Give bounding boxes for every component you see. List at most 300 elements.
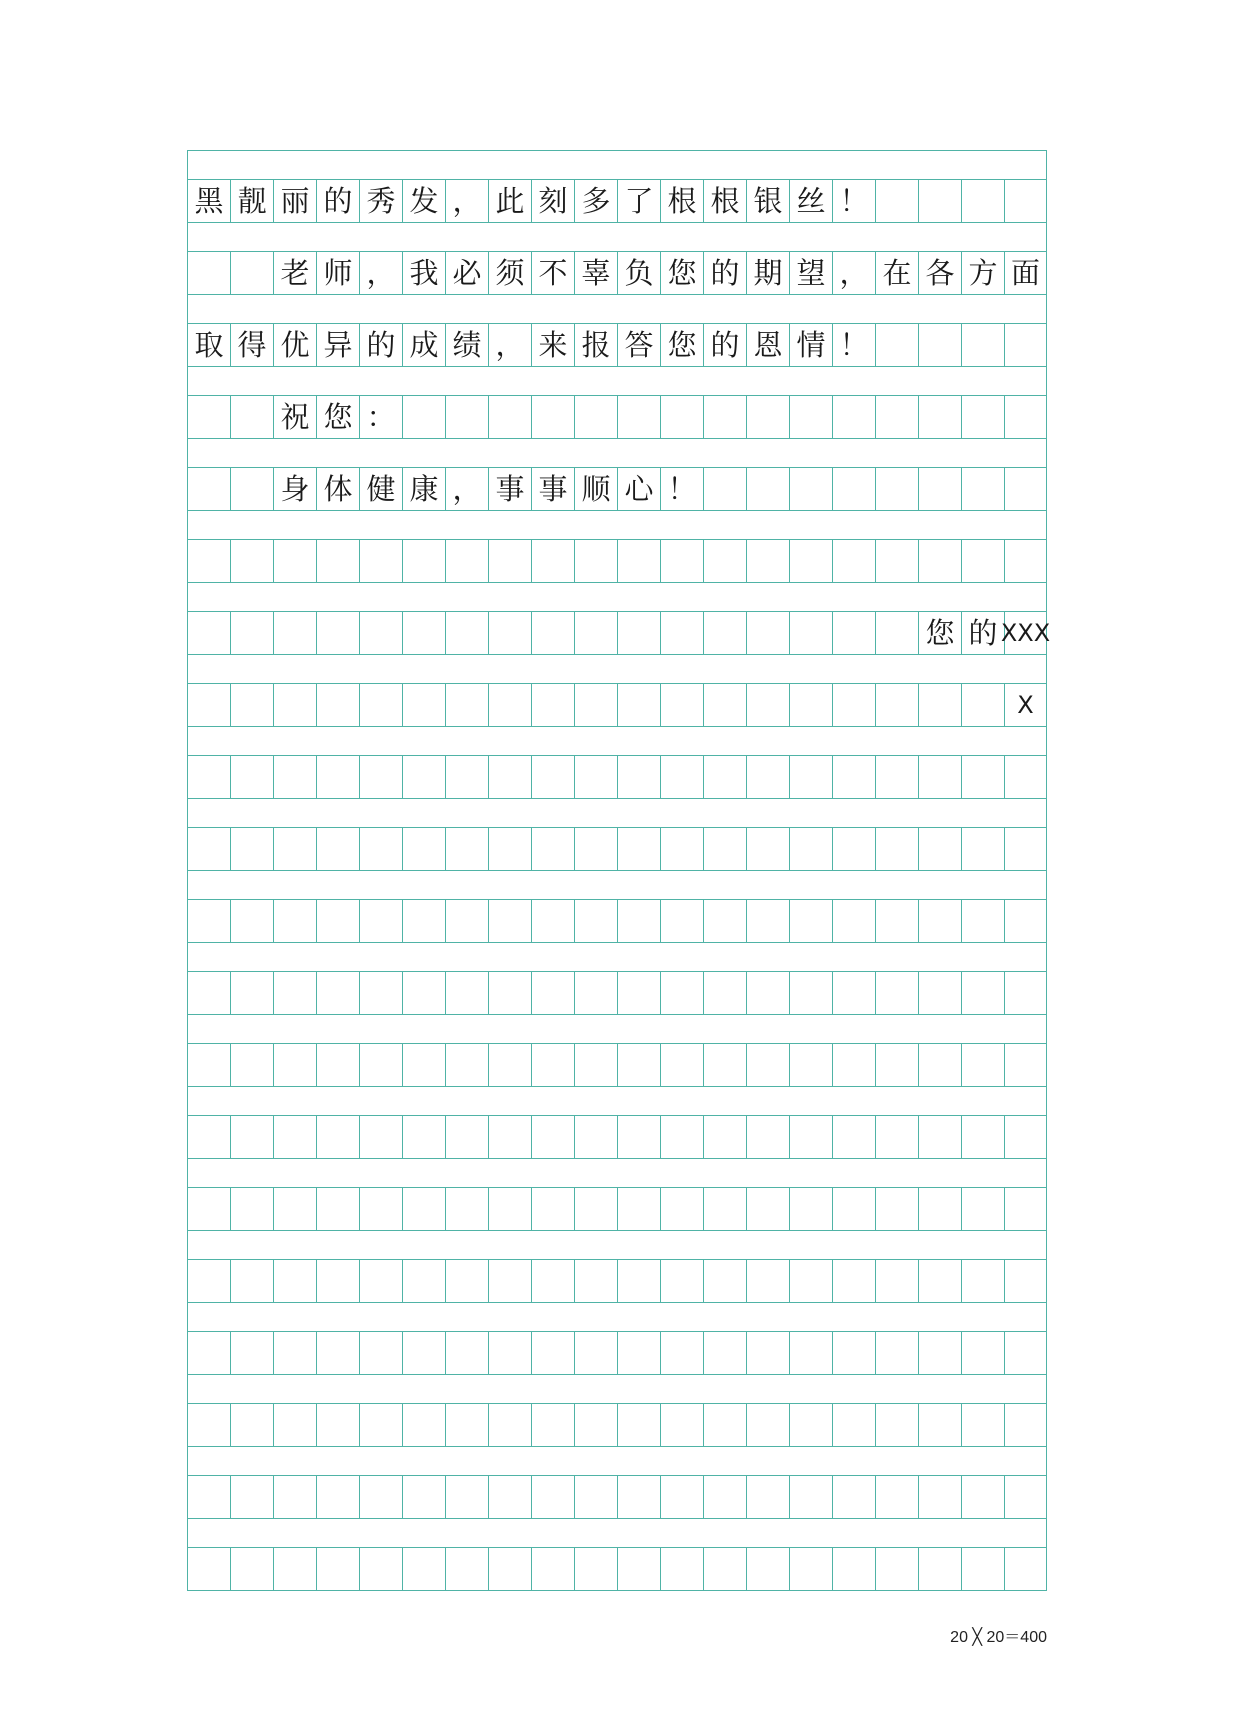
grid-cell [961, 180, 1004, 222]
grid-cell: 银 [746, 180, 789, 222]
grid-cell [316, 828, 359, 870]
grid-cell [875, 1404, 918, 1446]
gap-band [187, 1158, 1047, 1187]
grid-cell [918, 756, 961, 798]
grid-cell [488, 1332, 531, 1374]
grid-cell [273, 612, 316, 654]
grid-cell [961, 468, 1004, 510]
grid-cell [402, 540, 445, 582]
grid-cell [703, 1260, 746, 1302]
grid-cell [445, 396, 488, 438]
grid-cell [961, 1116, 1004, 1158]
grid-cell [660, 1404, 703, 1446]
grid-cell [273, 1116, 316, 1158]
grid-cell [918, 828, 961, 870]
grid-cell [703, 1476, 746, 1518]
grid-cell [660, 1188, 703, 1230]
grid-cell [230, 1188, 273, 1230]
grid-cell [660, 1548, 703, 1590]
grid-cell [660, 540, 703, 582]
grid-cell [316, 1188, 359, 1230]
grid-cell [230, 900, 273, 942]
grid-row [187, 251, 1047, 294]
gap-band [187, 942, 1047, 971]
manuscript-grid [187, 150, 1051, 1599]
grid-cell [273, 972, 316, 1014]
grid-cell [230, 684, 273, 726]
grid-cell [531, 972, 574, 1014]
grid-cell [660, 1332, 703, 1374]
grid-cell [961, 756, 1004, 798]
grid-cell [316, 612, 359, 654]
grid-cell [187, 540, 230, 582]
grid-cell: 报 [574, 324, 617, 366]
grid-cell [918, 396, 961, 438]
grid-cell [445, 540, 488, 582]
grid-cell: ， [488, 324, 531, 366]
grid-row [187, 971, 1047, 1014]
gap-band [187, 1302, 1047, 1331]
grid-cell: 不 [531, 252, 574, 294]
gap-band [187, 1374, 1047, 1403]
grid-cell [703, 900, 746, 942]
grid-cell [402, 900, 445, 942]
grid-cell [230, 396, 273, 438]
grid-cell [789, 612, 832, 654]
grid-cell [187, 612, 230, 654]
grid-cell [832, 1044, 875, 1086]
grid-cell [402, 612, 445, 654]
grid-cell: ！ [832, 324, 875, 366]
grid-cell [445, 1332, 488, 1374]
grid-row [187, 467, 1047, 510]
grid-cell: 各 [918, 252, 961, 294]
grid-cell [875, 540, 918, 582]
grid-cell [1004, 180, 1047, 222]
grid-cell [445, 900, 488, 942]
grid-cell [359, 612, 402, 654]
grid-cell [187, 252, 230, 294]
grid-cell [445, 1188, 488, 1230]
grid-cell [746, 756, 789, 798]
grid-cell [832, 1116, 875, 1158]
grid-cell [789, 1260, 832, 1302]
grid-cell [488, 540, 531, 582]
grid-cell [531, 612, 574, 654]
grid-cell [445, 756, 488, 798]
grid-cell [488, 1476, 531, 1518]
grid-cell [1004, 828, 1047, 870]
grid-cell [832, 828, 875, 870]
grid-cell [531, 756, 574, 798]
grid-cell [918, 900, 961, 942]
grid-cell [574, 612, 617, 654]
grid-cell [230, 612, 273, 654]
grid-cell [359, 1188, 402, 1230]
grid-cell [617, 612, 660, 654]
grid-cell: 丽 [273, 180, 316, 222]
grid-cell [359, 756, 402, 798]
grid-cell [918, 1404, 961, 1446]
grid-cell [918, 1476, 961, 1518]
grid-cell [230, 756, 273, 798]
grid-cell [832, 1548, 875, 1590]
grid-cell [832, 900, 875, 942]
grid-cell: 的 [359, 324, 402, 366]
grid-cell [574, 1404, 617, 1446]
grid-cell [1004, 540, 1047, 582]
grid-cell [273, 828, 316, 870]
grid-cell [703, 1332, 746, 1374]
grid-cell [574, 1548, 617, 1590]
grid-cell: 取 [187, 324, 230, 366]
grid-cell [961, 1548, 1004, 1590]
grid-cell [1004, 1332, 1047, 1374]
grid-row [187, 1115, 1047, 1158]
grid-cell [703, 1188, 746, 1230]
grid-cell [402, 1476, 445, 1518]
grid-cell [574, 1188, 617, 1230]
grid-cell [832, 468, 875, 510]
grid-cell: 多 [574, 180, 617, 222]
grid-cell [273, 684, 316, 726]
grid-cell [273, 1548, 316, 1590]
grid-cell [574, 684, 617, 726]
grid-cell [918, 1548, 961, 1590]
grid-cell [273, 1260, 316, 1302]
grid-cell [617, 1476, 660, 1518]
grid-cell: 祝 [273, 396, 316, 438]
grid-cell [789, 900, 832, 942]
grid-cell [187, 756, 230, 798]
grid-cell [230, 1548, 273, 1590]
grid-cell [832, 756, 875, 798]
grid-cell [1004, 1476, 1047, 1518]
gap-band [187, 870, 1047, 899]
grid-cell: 面 [1004, 252, 1047, 294]
grid-cell [531, 1188, 574, 1230]
grid-cell [789, 1332, 832, 1374]
signature-name: XXX [1004, 612, 1047, 654]
grid-cell [531, 1476, 574, 1518]
grid-cell [918, 180, 961, 222]
grid-cell [488, 756, 531, 798]
grid-cell [359, 972, 402, 1014]
grid-cell [617, 1404, 660, 1446]
grid-cell [918, 540, 961, 582]
grid-row [187, 1547, 1047, 1590]
grid-cell [531, 540, 574, 582]
grid-cell [230, 1476, 273, 1518]
grid-cell [703, 1116, 746, 1158]
grid-row [187, 1187, 1047, 1230]
grid-cell [316, 972, 359, 1014]
grid-cell [703, 612, 746, 654]
grid-cell: 身 [273, 468, 316, 510]
grid-cell [574, 900, 617, 942]
grid-cell [961, 1332, 1004, 1374]
grid-cell [1004, 756, 1047, 798]
grid-cell [746, 684, 789, 726]
grid-cell [832, 684, 875, 726]
grid-cell [187, 396, 230, 438]
grid-cell [832, 1260, 875, 1302]
grid-cell: ， [359, 252, 402, 294]
grid-cell [531, 1404, 574, 1446]
grid-cell: 必 [445, 252, 488, 294]
grid-cell [703, 972, 746, 1014]
grid-cell [1004, 1404, 1047, 1446]
grid-cell [703, 1044, 746, 1086]
grid-cell [445, 1044, 488, 1086]
grid-cell: ， [445, 468, 488, 510]
grid-cell: 师 [316, 252, 359, 294]
grid-cell [273, 756, 316, 798]
grid-cell [875, 1476, 918, 1518]
grid-cell [531, 900, 574, 942]
grid-cell: 的 [703, 324, 746, 366]
grid-cell: 得 [230, 324, 273, 366]
grid-row [187, 899, 1047, 942]
grid-cell [402, 396, 445, 438]
grid-cell: 靓 [230, 180, 273, 222]
grid-cell [789, 1188, 832, 1230]
grid-row [187, 395, 1047, 438]
grid-cell [703, 540, 746, 582]
grid-cell [875, 396, 918, 438]
grid-cell: 此 [488, 180, 531, 222]
grid-cell [703, 828, 746, 870]
grid-cell [746, 1404, 789, 1446]
grid-cell: 根 [660, 180, 703, 222]
grid-cell [660, 1116, 703, 1158]
grid-cell [617, 1116, 660, 1158]
grid-cell [445, 1116, 488, 1158]
grid-cell [746, 828, 789, 870]
grid-cell [746, 1260, 789, 1302]
gap-band [187, 654, 1047, 683]
grid-cell [703, 468, 746, 510]
grid-row [187, 1475, 1047, 1518]
grid-cell: ， [445, 180, 488, 222]
grid-cell: 健 [359, 468, 402, 510]
grid-cell [961, 1404, 1004, 1446]
grid-cell [187, 1476, 230, 1518]
grid-cell [660, 1260, 703, 1302]
grid-cell [660, 828, 703, 870]
grid-cell [875, 1044, 918, 1086]
grid-cell [230, 1260, 273, 1302]
grid-cell [359, 540, 402, 582]
grid-cell [445, 684, 488, 726]
grid-cell [961, 900, 1004, 942]
grid-cell [574, 756, 617, 798]
grid-cell [445, 972, 488, 1014]
grid-cell [574, 1476, 617, 1518]
gap-band [187, 798, 1047, 827]
grid-cell [273, 1332, 316, 1374]
grid-cell [875, 756, 918, 798]
gap-band [187, 366, 1047, 395]
grid-cell [746, 540, 789, 582]
grid-cell [746, 396, 789, 438]
grid-cell [1004, 1044, 1047, 1086]
grid-row [187, 683, 1047, 726]
grid-cell [918, 324, 961, 366]
grid-row [187, 323, 1047, 366]
gap-band [187, 438, 1047, 467]
grid-cell [445, 1476, 488, 1518]
grid-cell [359, 1476, 402, 1518]
grid-cell [187, 468, 230, 510]
grid-cell [875, 1332, 918, 1374]
grid-cell: 的 [703, 252, 746, 294]
grid-cell [961, 1188, 1004, 1230]
gap-band [187, 726, 1047, 755]
gap-band [187, 1230, 1047, 1259]
grid-cell: 了 [617, 180, 660, 222]
grid-cell: 刻 [531, 180, 574, 222]
grid-cell [488, 972, 531, 1014]
grid-cell [402, 1044, 445, 1086]
grid-cell: 来 [531, 324, 574, 366]
grid-cell: 恩 [746, 324, 789, 366]
grid-cell [961, 1476, 1004, 1518]
grid-cell: 优 [273, 324, 316, 366]
grid-cell [832, 1476, 875, 1518]
grid-cell [789, 828, 832, 870]
grid-cell [918, 1116, 961, 1158]
grid-cell [746, 1188, 789, 1230]
grid-cell [402, 1260, 445, 1302]
grid-cell [961, 684, 1004, 726]
grid-cell: 的 [316, 180, 359, 222]
grid-cell [660, 684, 703, 726]
grid-cell [531, 1116, 574, 1158]
grid-row [187, 1331, 1047, 1374]
grid-cell [574, 1332, 617, 1374]
grid-cell [187, 1404, 230, 1446]
grid-cell: 在 [875, 252, 918, 294]
grid-cell [488, 1116, 531, 1158]
grid-cell [359, 1044, 402, 1086]
grid-cell [1004, 1188, 1047, 1230]
grid-cell [918, 1260, 961, 1302]
grid-cell [359, 1260, 402, 1302]
grid-cell [316, 684, 359, 726]
grid-cell: ， [832, 252, 875, 294]
grid-row [187, 539, 1047, 582]
grid-cell [187, 828, 230, 870]
grid-cell [918, 1044, 961, 1086]
grid-cell [875, 684, 918, 726]
gap-band [187, 1086, 1047, 1115]
grid-cell: 您 [316, 396, 359, 438]
grid-cell [488, 1044, 531, 1086]
grid-cell: 黑 [187, 180, 230, 222]
grid-cell: 答 [617, 324, 660, 366]
grid-cell: 期 [746, 252, 789, 294]
grid-cell [402, 756, 445, 798]
grid-cell [187, 900, 230, 942]
grid-cell [316, 1260, 359, 1302]
grid-cell [617, 756, 660, 798]
grid-cell [703, 396, 746, 438]
grid-cell [617, 1332, 660, 1374]
grid-cell [316, 1476, 359, 1518]
grid-cell [230, 468, 273, 510]
grid-cell: 您 [918, 612, 961, 654]
grid-cell: 异 [316, 324, 359, 366]
grid-row [187, 1043, 1047, 1086]
grid-cell [746, 612, 789, 654]
grid-cell [875, 1260, 918, 1302]
grid-cell [488, 1260, 531, 1302]
grid-cell [617, 684, 660, 726]
grid-cell: 发 [402, 180, 445, 222]
grid-cell [187, 1044, 230, 1086]
grid-cell [531, 396, 574, 438]
grid-cell [187, 1548, 230, 1590]
grid-cell [789, 540, 832, 582]
grid-cell [1004, 324, 1047, 366]
grid-cell [660, 1476, 703, 1518]
grid-cell [230, 540, 273, 582]
grid-cell [488, 1188, 531, 1230]
grid-cell [273, 1404, 316, 1446]
grid-cell [316, 540, 359, 582]
grid-cell [1004, 396, 1047, 438]
grid-cell [961, 1044, 1004, 1086]
grid-cell [187, 1188, 230, 1230]
grid-cell [273, 540, 316, 582]
grid-cell [187, 1332, 230, 1374]
grid-cell: 根 [703, 180, 746, 222]
gap-band [187, 1446, 1047, 1475]
grid-cell: 您 [660, 324, 703, 366]
grid-cell [918, 972, 961, 1014]
grid-row [187, 1259, 1047, 1302]
grid-cell [1004, 1548, 1047, 1590]
grid-cell [832, 612, 875, 654]
grid-cell [617, 396, 660, 438]
grid-cell [230, 828, 273, 870]
grid-cell [316, 756, 359, 798]
grid-cell: 您 [660, 252, 703, 294]
grid-cell [617, 540, 660, 582]
grid-cell [574, 972, 617, 1014]
grid-cell [1004, 972, 1047, 1014]
grid-cell [359, 1404, 402, 1446]
grid-cell [574, 828, 617, 870]
grid-cell [1004, 468, 1047, 510]
grid-count-label: 20 ╳ 20＝400 [950, 1629, 1047, 1646]
grid-row [187, 611, 1051, 654]
grid-cell [875, 612, 918, 654]
grid-cell [918, 1332, 961, 1374]
grid-cell [359, 684, 402, 726]
grid-row [187, 1403, 1047, 1446]
grid-cell [918, 1188, 961, 1230]
grid-cell [574, 540, 617, 582]
grid-cell [703, 684, 746, 726]
grid-cell [402, 972, 445, 1014]
grid-cell [187, 1260, 230, 1302]
grid-cell [230, 1044, 273, 1086]
grid-cell [703, 1404, 746, 1446]
gap-band [187, 294, 1047, 323]
grid-cell [488, 1548, 531, 1590]
